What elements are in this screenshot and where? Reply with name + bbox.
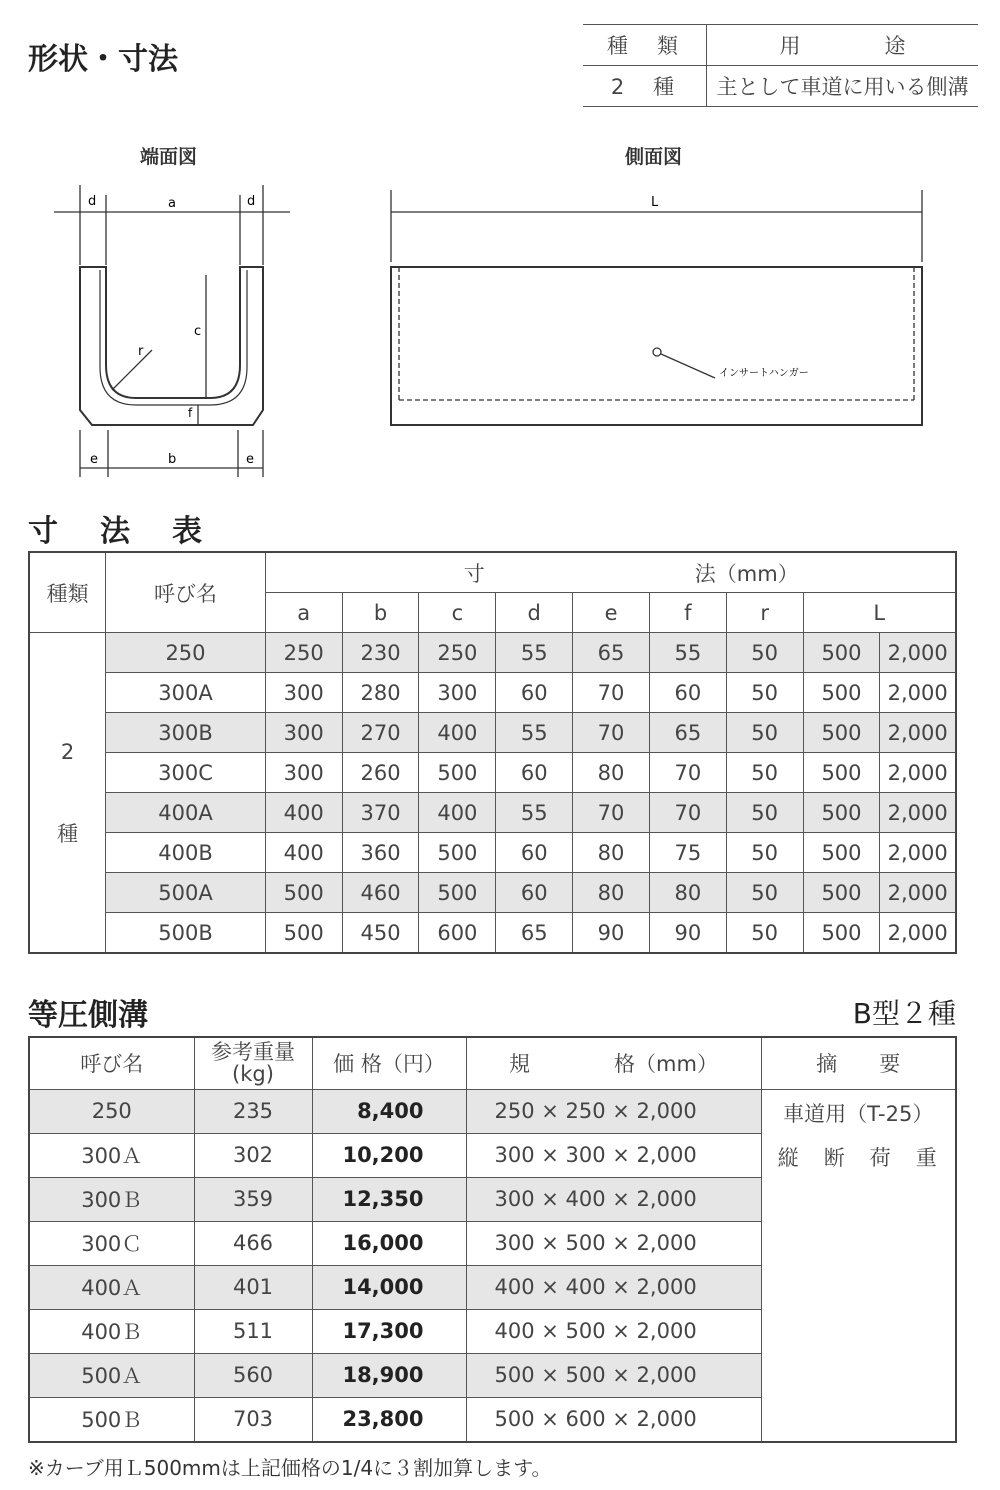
eq-price: 8,400: [312, 1089, 466, 1133]
dim-table-row: [29, 753, 956, 793]
subheader-r: r: [726, 593, 803, 633]
eq-name: 400Ｂ: [29, 1309, 194, 1353]
dim-cell-b: 460: [342, 873, 419, 913]
dim-cell-L2: 2,000: [880, 633, 956, 673]
eq-spec: 400 × 400 × 2,000: [466, 1265, 761, 1309]
dim-cell-f: 70: [649, 753, 726, 793]
header-type: 種類: [29, 552, 106, 633]
dim-table-row: [29, 633, 956, 673]
dim-d-right: d: [247, 194, 256, 209]
price-table: [28, 1036, 957, 1443]
dim-cell-r: 50: [726, 753, 803, 793]
header-spec: 規 格（mm）: [466, 1037, 761, 1089]
dim-cell-L1: 500: [803, 793, 880, 833]
dim-cell-f: 65: [649, 713, 726, 753]
header-price: 価 格（円）: [312, 1037, 466, 1089]
dim-cell-e: 90: [573, 913, 650, 954]
dim-cell-e: 70: [573, 713, 650, 753]
dim-table-row: [29, 873, 956, 913]
footnote: ※カーブ用Ｌ500mmは上記価格の1/4に３割加算します。: [28, 1456, 552, 1480]
dim-cell-L1: 500: [803, 833, 880, 873]
dim-cell-L2: 2,000: [880, 753, 956, 793]
subheader-a: a: [265, 593, 342, 633]
dim-cell-r: 50: [726, 713, 803, 753]
dim-cell-b: 260: [342, 753, 419, 793]
header-name: 呼び名: [29, 1037, 194, 1089]
dim-cell-a: 250: [265, 633, 342, 673]
dim-cell-a: 300: [265, 673, 342, 713]
dim-cell-b: 360: [342, 833, 419, 873]
eq-price: 16,000: [312, 1221, 466, 1265]
eq-weight: 703: [194, 1397, 312, 1442]
note-line: 縦 断 荷 重: [777, 1145, 939, 1170]
dim-cell-L2: 2,000: [880, 913, 956, 954]
eq-spec: 400 × 500 × 2,000: [466, 1309, 761, 1353]
eq-price: 23,800: [312, 1397, 466, 1442]
dim-L: L: [651, 195, 659, 210]
dim-cell-L1: 500: [803, 673, 880, 713]
eq-name: 500Ａ: [29, 1353, 194, 1397]
dim-cell-a: 500: [265, 873, 342, 913]
dim-cell-b: 230: [342, 633, 419, 673]
eq-name: 500Ｂ: [29, 1397, 194, 1442]
dimension-table: [28, 551, 957, 954]
row-name: 500A: [106, 873, 266, 913]
eq-price: 18,900: [312, 1353, 466, 1397]
dim-cell-e: 80: [573, 753, 650, 793]
dim-cell-r: 50: [726, 913, 803, 954]
dim-c: c: [194, 324, 202, 339]
dim-cell-d: 60: [496, 833, 573, 873]
eq-weight: 359: [194, 1177, 312, 1221]
eq-price: 12,350: [312, 1177, 466, 1221]
dim-cell-L1: 500: [803, 633, 880, 673]
dim-cell-f: 70: [649, 793, 726, 833]
eq-price: 17,300: [312, 1309, 466, 1353]
dim-cell-L2: 2,000: [880, 713, 956, 753]
dim-table-row: [29, 793, 956, 833]
dim-cell-L2: 2,000: [880, 793, 956, 833]
end-view-drawing: [50, 185, 310, 485]
header-note: 摘 要: [761, 1037, 956, 1089]
dim-cell-e: 65: [573, 633, 650, 673]
eq-weight: 560: [194, 1353, 312, 1397]
dim-cell-d: 55: [496, 713, 573, 753]
dim-cell-f: 75: [649, 833, 726, 873]
eq-price: 14,000: [312, 1265, 466, 1309]
row-name: 500B: [106, 913, 266, 954]
dim-cell-r: 50: [726, 873, 803, 913]
dim-cell-r: 50: [726, 673, 803, 713]
dim-cell-r: 50: [726, 633, 803, 673]
dim-a: a: [168, 196, 176, 211]
insert-hanger-label: インサートハンガー: [719, 368, 809, 379]
usage-value: 主として車道に用いる側溝: [707, 66, 979, 107]
dim-cell-L1: 500: [803, 873, 880, 913]
dim-e-right: e: [246, 452, 254, 467]
eq-name: 300Ｃ: [29, 1221, 194, 1265]
dim-cell-r: 50: [726, 833, 803, 873]
eq-table-title: 等圧側溝: [28, 998, 148, 1033]
usage-header: 用 途: [707, 25, 979, 66]
eq-price: 10,200: [312, 1133, 466, 1177]
dim-cell-d: 55: [496, 793, 573, 833]
dim-table-row: [29, 713, 956, 753]
type-header: 種 類: [583, 25, 707, 66]
side-view-drawing: [385, 190, 930, 435]
eq-spec: 500 × 500 × 2,000: [466, 1353, 761, 1397]
dim-cell-c: 300: [419, 673, 496, 713]
eq-table-subtitle: B型２種: [852, 997, 956, 1030]
eq-spec: 300 × 300 × 2,000: [466, 1133, 761, 1177]
dim-table-row: [29, 913, 956, 954]
eq-name: 300Ｂ: [29, 1177, 194, 1221]
dim-cell-e: 70: [573, 673, 650, 713]
dim-cell-c: 600: [419, 913, 496, 954]
dim-cell-e: 80: [573, 873, 650, 913]
dim-cell-a: 500: [265, 913, 342, 954]
eq-spec: 300 × 500 × 2,000: [466, 1221, 761, 1265]
note-cell: [761, 1089, 956, 1442]
dim-cell-e: 70: [573, 793, 650, 833]
dim-cell-b: 450: [342, 913, 419, 954]
subheader-f: f: [649, 593, 726, 633]
dim-cell-r: 50: [726, 793, 803, 833]
type-cell: [29, 633, 106, 954]
side-view-label: 側面図: [625, 146, 683, 168]
dim-cell-d: 60: [496, 873, 573, 913]
row-name: 250: [106, 633, 266, 673]
dim-cell-b: 280: [342, 673, 419, 713]
dim-r: r: [138, 344, 144, 359]
row-name: 300C: [106, 753, 266, 793]
dim-cell-b: 370: [342, 793, 419, 833]
eq-weight: 235: [194, 1089, 312, 1133]
header-dimension: 寸 法（mm）: [265, 552, 956, 593]
dim-cell-L2: 2,000: [880, 673, 956, 713]
header-weight-label: 参考重量: [211, 1040, 295, 1065]
type-cell-number: 2: [60, 739, 75, 764]
header-name: 呼び名: [106, 552, 266, 633]
eq-spec: 250 × 250 × 2,000: [466, 1089, 761, 1133]
eq-name: 250: [29, 1089, 194, 1133]
dim-cell-a: 300: [265, 713, 342, 753]
dim-table-row: [29, 833, 956, 873]
eq-name: 400Ａ: [29, 1265, 194, 1309]
subheader-c: c: [419, 593, 496, 633]
dim-cell-a: 300: [265, 753, 342, 793]
dim-cell-c: 400: [419, 793, 496, 833]
type-usage-table: [583, 24, 978, 107]
dim-f: f: [188, 406, 193, 420]
type-value: 2 種: [583, 66, 707, 107]
header-weight: [194, 1037, 312, 1089]
eq-name: 300Ａ: [29, 1133, 194, 1177]
subheader-d: d: [496, 593, 573, 633]
dim-b: b: [168, 452, 177, 467]
dim-cell-f: 80: [649, 873, 726, 913]
type-cell-kind: 種: [57, 821, 79, 846]
dim-cell-f: 55: [649, 633, 726, 673]
eq-weight: 401: [194, 1265, 312, 1309]
dim-cell-e: 80: [573, 833, 650, 873]
dim-cell-d: 55: [496, 633, 573, 673]
end-view-label: 端面図: [140, 146, 198, 168]
dim-table-row: [29, 673, 956, 713]
dim-cell-L1: 500: [803, 753, 880, 793]
subheader-b: b: [342, 593, 419, 633]
note-line: 車道用（T-25）: [783, 1101, 934, 1126]
header-weight-unit: (kg): [232, 1062, 274, 1087]
dim-cell-f: 90: [649, 913, 726, 954]
dim-cell-L2: 2,000: [880, 833, 956, 873]
dim-cell-d: 60: [496, 753, 573, 793]
dim-cell-d: 60: [496, 673, 573, 713]
eq-spec: 300 × 400 × 2,000: [466, 1177, 761, 1221]
row-name: 400B: [106, 833, 266, 873]
dim-cell-c: 500: [419, 833, 496, 873]
eq-weight: 466: [194, 1221, 312, 1265]
subheader-L: L: [803, 593, 956, 633]
eq-spec: 500 × 600 × 2,000: [466, 1397, 761, 1442]
dim-e-left: e: [90, 452, 98, 467]
dim-cell-c: 400: [419, 713, 496, 753]
eq-weight: 511: [194, 1309, 312, 1353]
dim-cell-a: 400: [265, 793, 342, 833]
dim-cell-c: 500: [419, 873, 496, 913]
dim-cell-d: 65: [496, 913, 573, 954]
page-title: 形状・寸法: [28, 42, 178, 77]
subheader-e: e: [573, 593, 650, 633]
dim-d-left: d: [88, 194, 97, 209]
dim-cell-a: 400: [265, 833, 342, 873]
row-name: 300B: [106, 713, 266, 753]
dim-cell-c: 250: [419, 633, 496, 673]
eq-weight: 302: [194, 1133, 312, 1177]
row-name: 300A: [106, 673, 266, 713]
price-table-row: [29, 1089, 956, 1133]
dim-cell-f: 60: [649, 673, 726, 713]
row-name: 400A: [106, 793, 266, 833]
dim-table-title: 寸 法 表: [28, 514, 208, 549]
dim-cell-L1: 500: [803, 713, 880, 753]
dim-cell-b: 270: [342, 713, 419, 753]
dim-cell-L1: 500: [803, 913, 880, 954]
dim-cell-c: 500: [419, 753, 496, 793]
dim-cell-L2: 2,000: [880, 873, 956, 913]
